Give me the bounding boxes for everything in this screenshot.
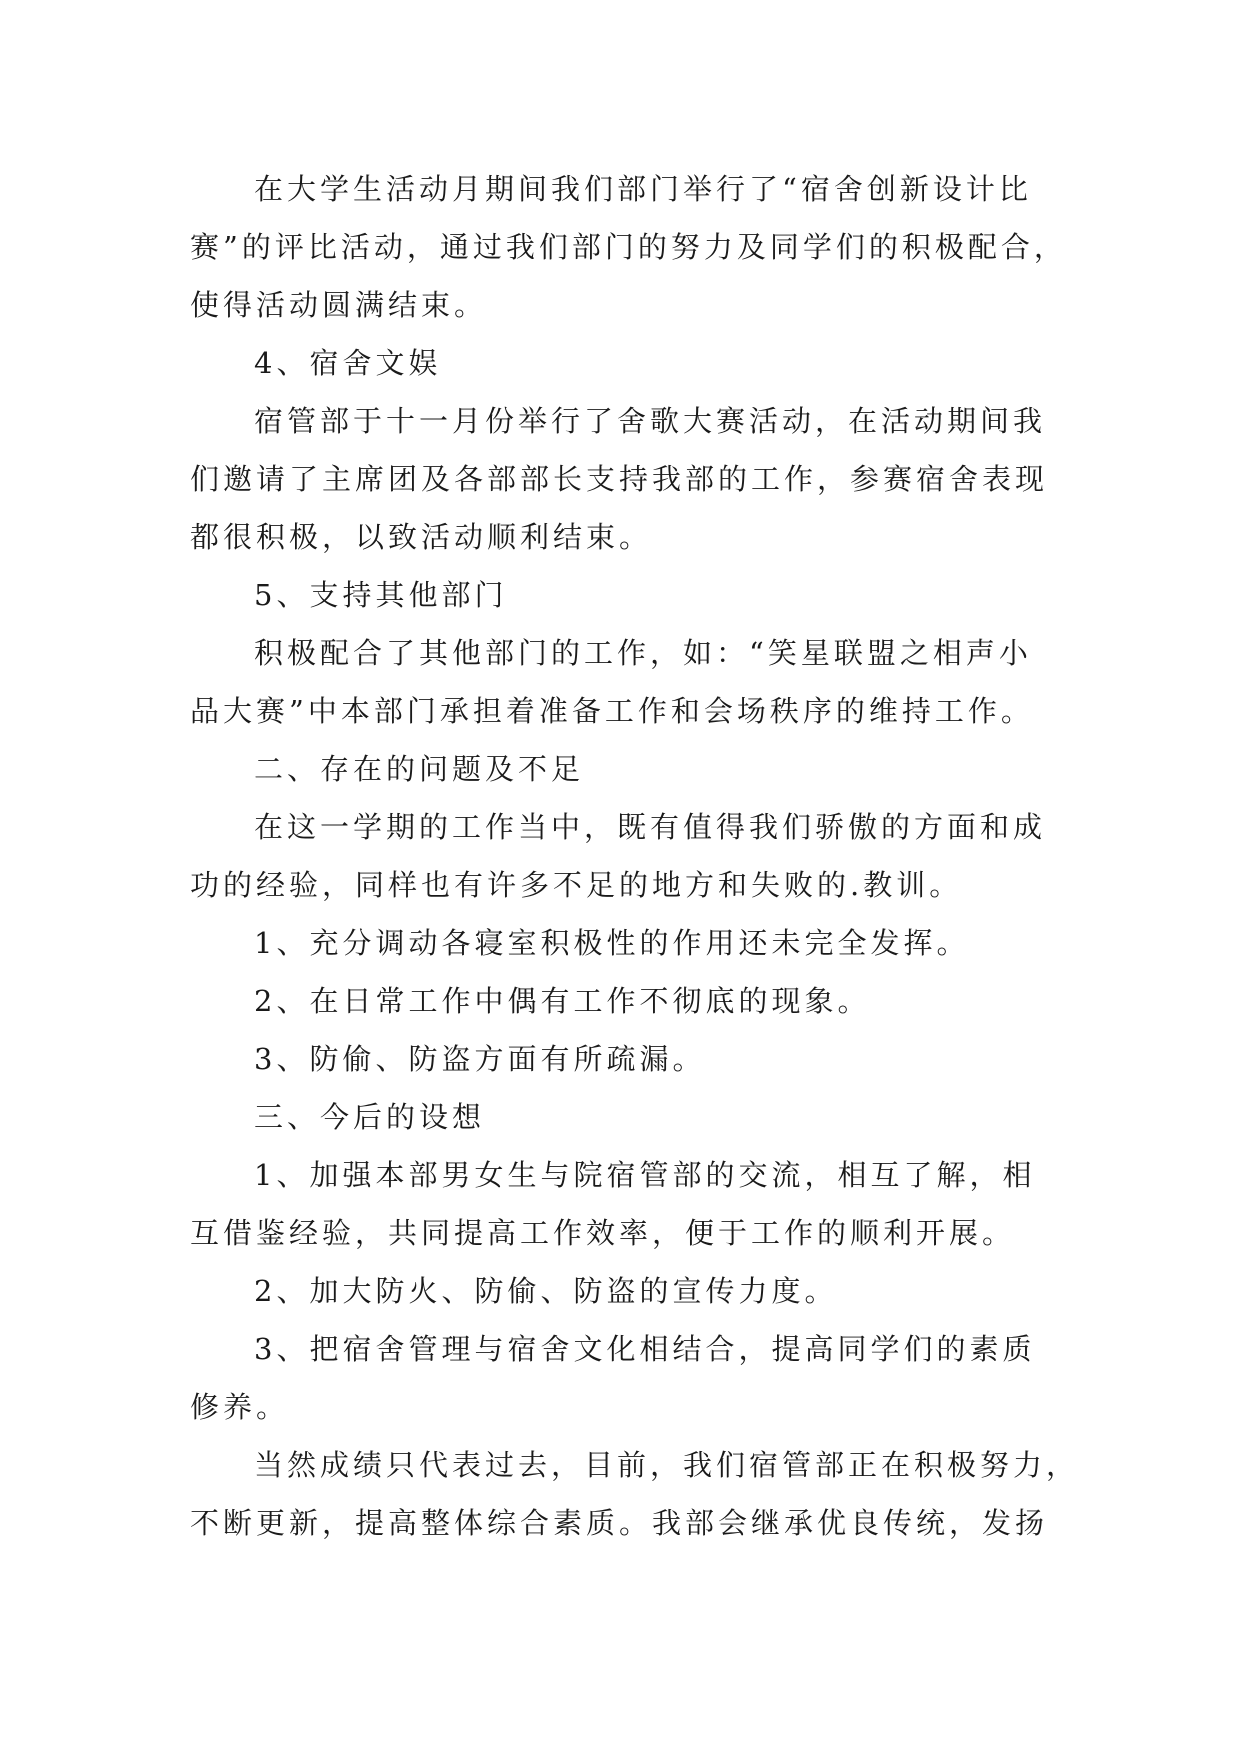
text-line: 都很积极，以致活动顺利结束。 xyxy=(190,520,653,554)
list-item: 2、加大防火、防偷、防盗的宣传力度。 xyxy=(254,1274,838,1308)
text-line: 使得活动圆满结束。 xyxy=(190,288,488,322)
section-heading: 三、今后的设想 xyxy=(254,1100,486,1134)
list-item: 2、在日常工作中偶有工作不彻底的现象。 xyxy=(254,984,871,1018)
text-line: 互借鉴经验，共同提高工作效率，便于工作的顺利开展。 xyxy=(190,1216,1016,1250)
document-body xyxy=(190,160,1080,1552)
text-line: 积极配合了其他部门的工作，如：“笑星联盟之相声小 xyxy=(254,636,1032,670)
list-item: 3、防偷、防盗方面有所疏漏。 xyxy=(254,1042,706,1076)
section-heading: 5、支持其他部门 xyxy=(254,578,508,612)
list-item: 3、把宿舍管理与宿舍文化相结合，提高同学们的素质 xyxy=(254,1332,1036,1366)
text-line: 在大学生活动月期间我们部门举行了“宿舍创新设计比 xyxy=(254,172,1032,206)
section-heading: 4、宿舍文娱 xyxy=(254,346,442,380)
list-item: 1、加强本部男女生与院宿管部的交流，相互了解，相 xyxy=(254,1158,1036,1192)
text-line: 当然成绩只代表过去，目前，我们宿管部正在积极努力， xyxy=(254,1448,1080,1482)
text-line: 宿管部于十一月份举行了舍歌大赛活动，在活动期间我 xyxy=(254,404,1047,438)
text-line: 修养。 xyxy=(190,1390,290,1424)
text-line: 功的经验，同样也有许多不足的地方和失败的.教训。 xyxy=(190,868,963,902)
list-item: 1、充分调动各寝室积极性的作用还未完全发挥。 xyxy=(254,926,970,960)
text-line: 在这一学期的工作当中，既有值得我们骄傲的方面和成 xyxy=(254,810,1047,844)
text-line: 不断更新，提高整体综合素质。我部会继承优良传统，发扬 xyxy=(190,1506,1049,1540)
text-line: 们邀请了主席团及各部部长支持我部的工作，参赛宿舍表现 xyxy=(190,462,1049,496)
section-heading: 二、存在的问题及不足 xyxy=(254,752,585,786)
text-line: 赛”的评比活动，通过我们部门的努力及同学们的积极配合， xyxy=(190,230,1067,264)
text-line: 品大赛”中本部门承担着准备工作和会场秩序的维持工作。 xyxy=(190,694,1034,728)
